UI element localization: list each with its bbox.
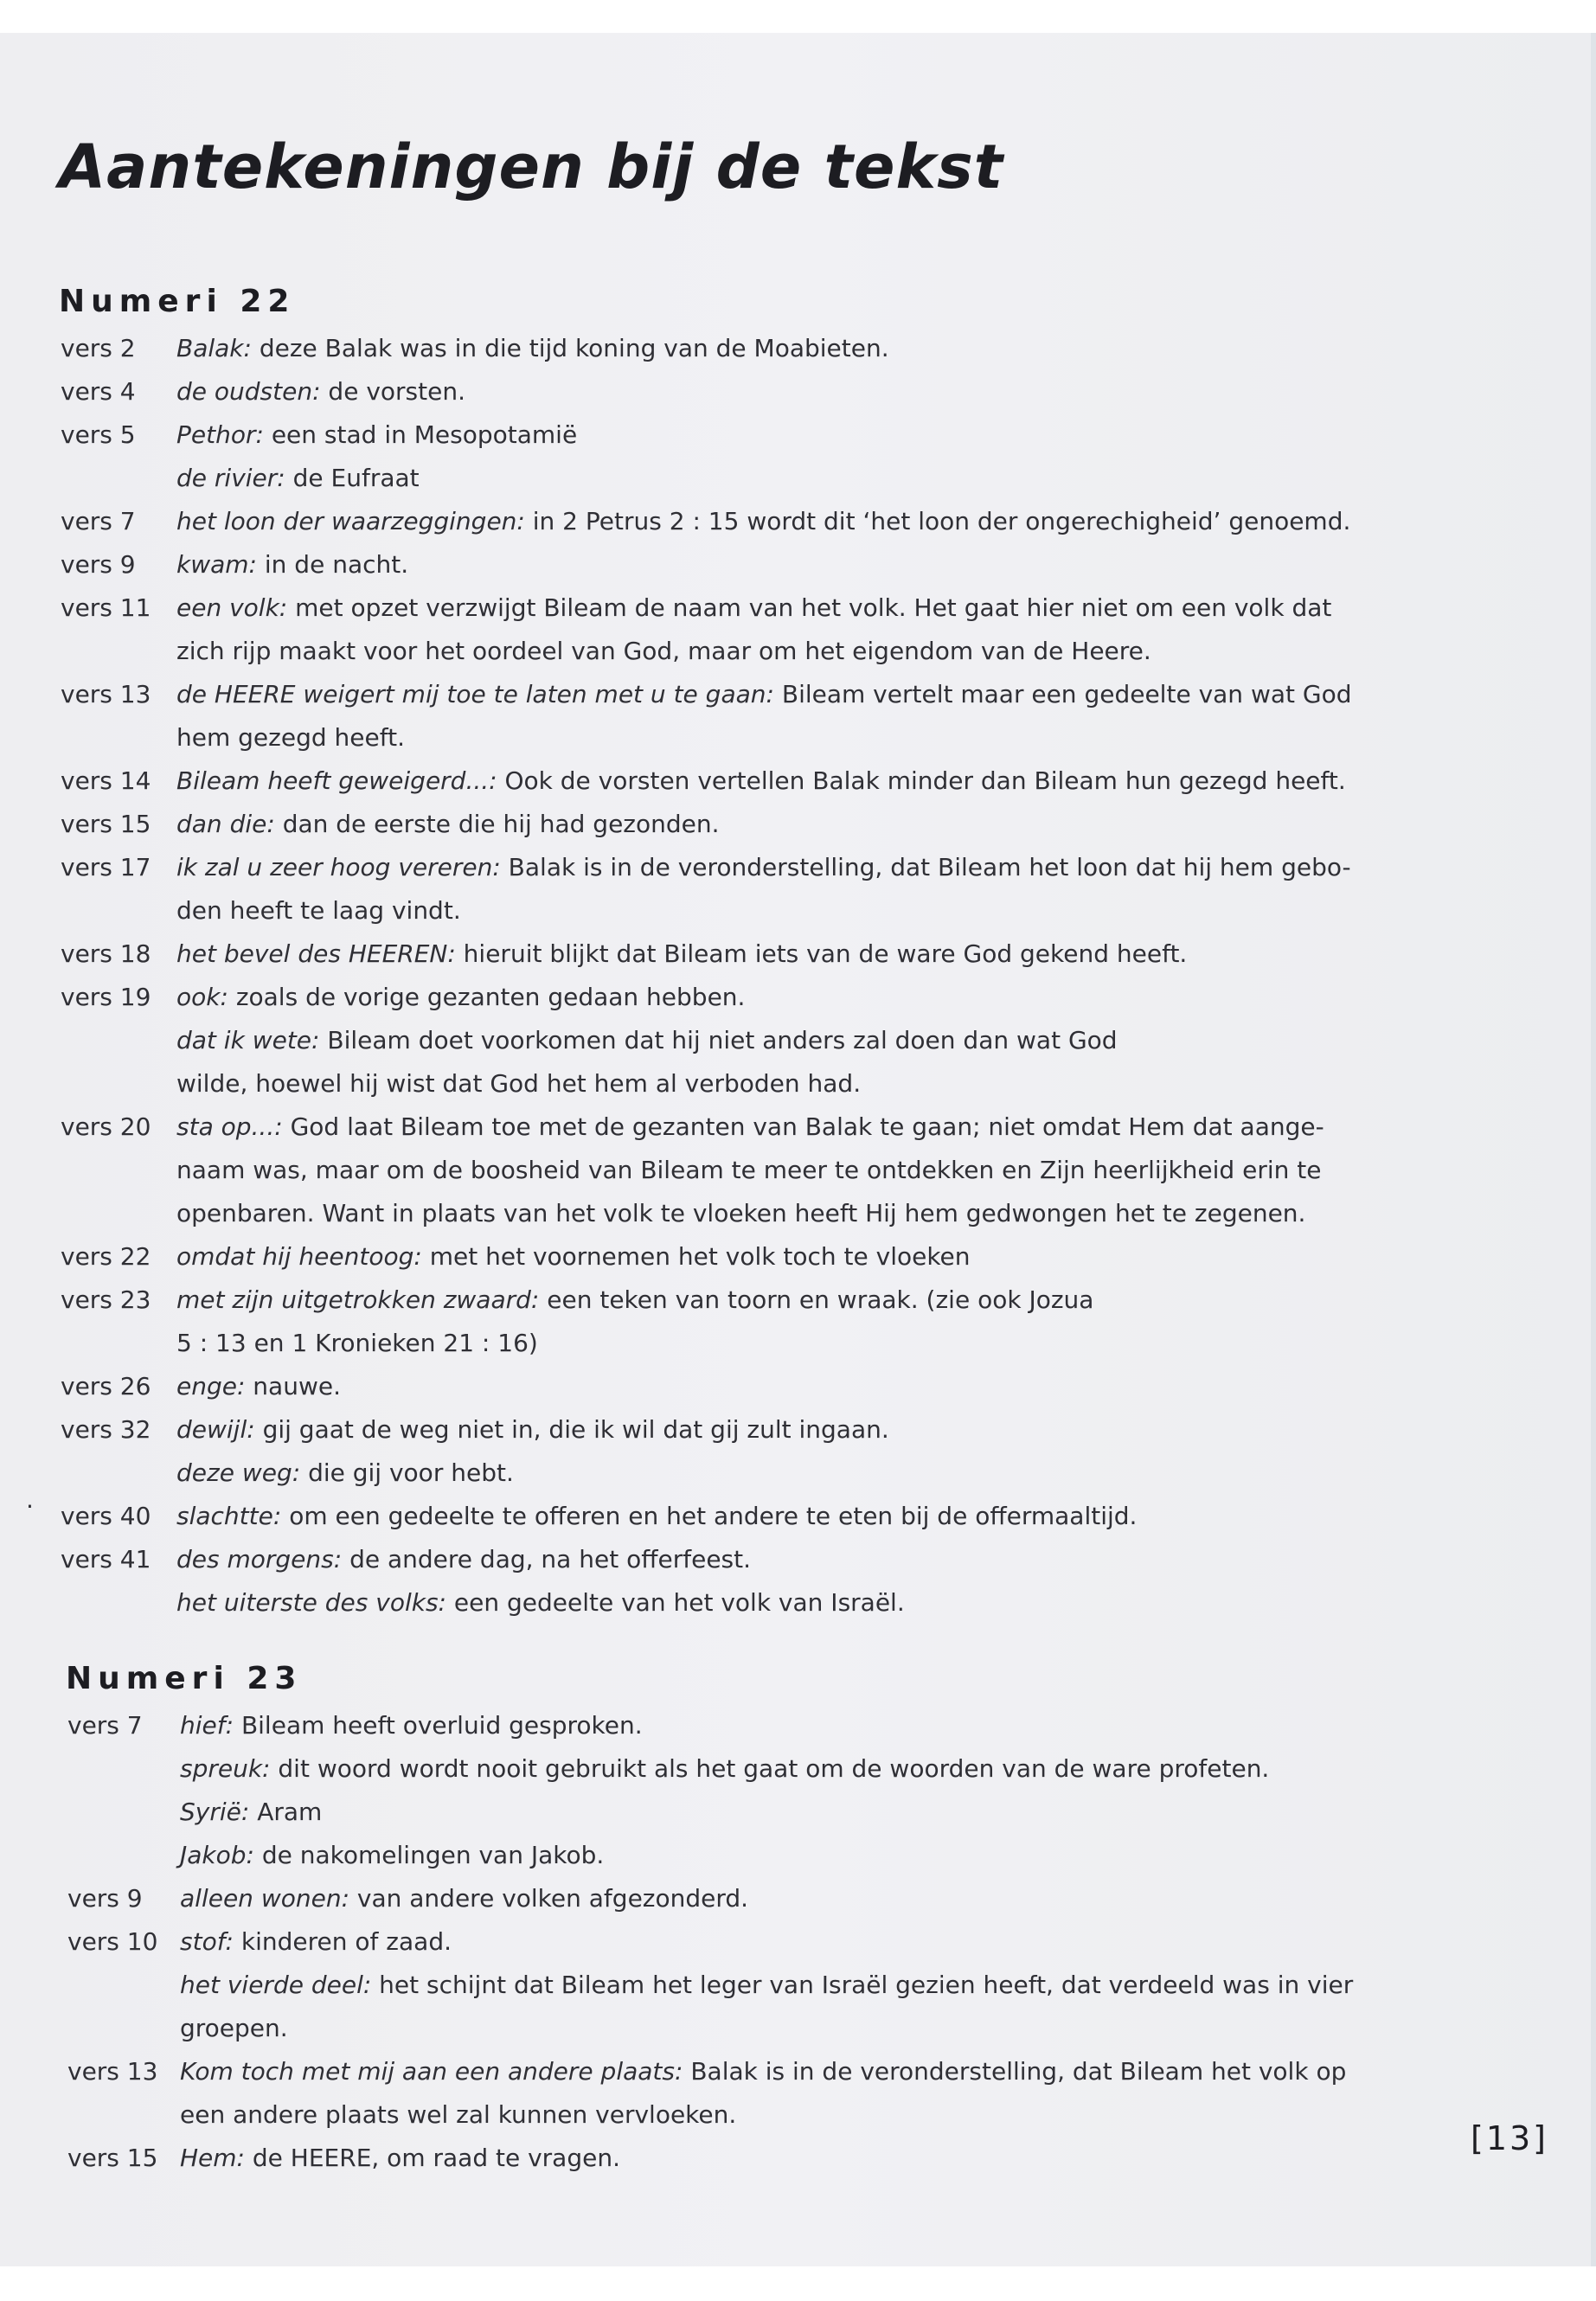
note-explanation: de nakomelingen van Jakob. (253, 1841, 605, 1869)
verse-label: vers 40 (61, 1502, 151, 1530)
verse-label: vers 2 (61, 334, 136, 362)
note-term: een volk: (176, 593, 288, 622)
note-explanation: de andere dag, na het offerfeest. (342, 1545, 752, 1574)
note-term: des morgens: (176, 1545, 343, 1574)
note-explanation: zoals de vorige gezanten gedaan hebben. (228, 983, 746, 1011)
note-row (0, 1322, 1596, 1365)
note-text (176, 803, 720, 846)
margin-dot: . (26, 1485, 34, 1514)
note-explanation: gij gaat de weg niet in, die ik wil dat gij zult ingaan. (254, 1415, 889, 1444)
note-text (176, 976, 745, 1019)
note-row (0, 1149, 1596, 1192)
note-term: kwam: (176, 550, 257, 579)
note-row (0, 1538, 1596, 1581)
verse-label: vers 10 (67, 1927, 158, 1956)
note-explanation: om een gedeelte te offeren en het andere te eten bij de offermaaltijd. (281, 1502, 1138, 1530)
note-text (176, 1581, 905, 1625)
verse-label: vers 4 (61, 377, 136, 406)
note-term: Balak: (176, 334, 252, 362)
note-text (176, 1279, 1093, 1322)
verse-label: vers 15 (61, 810, 151, 838)
note-text (180, 2050, 1346, 2093)
note-text (180, 1834, 604, 1877)
note-text (176, 500, 1350, 543)
note-text (180, 1704, 643, 1747)
note-explanation: in de nacht. (256, 550, 409, 579)
note-row (0, 586, 1596, 630)
note-text (176, 1408, 889, 1452)
note-term: sta op...: (176, 1112, 283, 1141)
note-row (0, 976, 1596, 1019)
note-explanation: nauwe. (245, 1372, 341, 1400)
note-row (0, 1964, 1596, 2007)
note-text (176, 1538, 751, 1581)
verse-label: vers 18 (61, 939, 151, 968)
note-explanation: hieruit blijkt dat Bileam iets van de ware God gekend heeft. (455, 939, 1188, 968)
note-row (0, 1019, 1596, 1062)
note-text (176, 1019, 1118, 1062)
note-term: het loon der waarzeggingen: (176, 507, 525, 535)
note-term: Jakob: (180, 1841, 254, 1869)
note-row (0, 327, 1596, 370)
verse-label: vers 32 (61, 1415, 151, 1444)
note-text (176, 630, 1151, 673)
note-row (0, 457, 1596, 500)
note-text (176, 1149, 1321, 1192)
note-term: dat ik wete: (176, 1026, 320, 1054)
note-row (0, 1408, 1596, 1452)
note-explanation: hem gezegd heeft. (176, 723, 405, 752)
note-text (180, 2093, 736, 2137)
note-term: omdat hij heentoog: (176, 1242, 422, 1271)
note-term: dewijl: (176, 1415, 255, 1444)
note-text (176, 370, 465, 413)
note-explanation: naam was, maar om de boosheid van Bileam te meer te ontdekken en Zijn heerlijkheid erin te (176, 1156, 1322, 1184)
note-text (176, 889, 461, 933)
note-text (176, 543, 408, 586)
note-row (0, 1747, 1596, 1791)
note-term: ik zal u zeer hoog vereren: (176, 853, 501, 881)
note-text (180, 2007, 288, 2050)
note-term: Kom toch met mij aan een andere plaats: (180, 2057, 683, 2086)
note-term: de rivier: (176, 464, 285, 492)
verse-label: vers 19 (61, 983, 151, 1011)
note-explanation: Aram (249, 1798, 323, 1826)
note-term: Syrië: (180, 1798, 250, 1826)
verse-label: vers 23 (61, 1285, 151, 1314)
note-row (0, 2007, 1596, 2050)
note-term: hief: (180, 1711, 234, 1740)
note-text (176, 760, 1346, 803)
note-row (0, 370, 1596, 413)
note-row (0, 803, 1596, 846)
note-explanation: met opzet verzwijgt Bileam de naam van het volk. Het gaat hier niet om een volk dat (287, 593, 1332, 622)
note-term: enge: (176, 1372, 246, 1400)
note-text (176, 413, 577, 457)
note-explanation: dit woord wordt nooit gebruikt als het gaat om de woorden van de ware profeten. (270, 1754, 1270, 1783)
note-text (176, 457, 420, 500)
note-row (0, 500, 1596, 543)
note-row (0, 630, 1596, 673)
verse-label: vers 11 (61, 593, 151, 622)
note-term: deze weg: (176, 1458, 301, 1487)
note-text (176, 1495, 1137, 1538)
note-row (0, 1365, 1596, 1408)
note-row (0, 2137, 1596, 2180)
note-row (0, 1106, 1596, 1149)
note-row (0, 846, 1596, 889)
page-number: [13] (1471, 2119, 1549, 2157)
note-explanation: een gedeelte van het volk van Israël. (446, 1588, 905, 1617)
scan-bottom-margin (0, 2266, 1596, 2301)
notes-numeri-23 (0, 1704, 1596, 2180)
note-explanation: de HEERE, om raad te vragen. (245, 2144, 620, 2172)
page-title: Aantekeningen bij de tekst (59, 131, 1004, 202)
note-row (0, 673, 1596, 716)
verse-label: vers 9 (61, 550, 136, 579)
note-term: het bevel des HEEREN: (176, 939, 456, 968)
note-explanation: dan de eerste die hij had gezonden. (274, 810, 720, 838)
note-row (0, 1192, 1596, 1235)
note-text (176, 586, 1331, 630)
scan-top-margin (0, 0, 1596, 33)
note-explanation: groepen. (180, 2014, 288, 2042)
note-explanation: in 2 Petrus 2 : 15 wordt dit ‘het loon der ongerechigheid’ genoemd. (524, 507, 1351, 535)
note-explanation: een andere plaats wel zal kunnen vervloeken. (180, 2100, 737, 2129)
note-explanation: Ook de vorsten vertellen Balak minder dan Bileam hun gezegd heeft. (497, 766, 1346, 795)
note-explanation: een stad in Mesopotamië (263, 420, 578, 449)
note-explanation: deze Balak was in die tijd koning van de Moabieten. (251, 334, 889, 362)
note-explanation: zich rijp maakt voor het oordeel van God, maar om het eigendom van de Heere. (176, 637, 1151, 665)
note-row (0, 2050, 1596, 2093)
note-row (0, 1062, 1596, 1106)
section-heading-numeri-23: Numeri 23 (66, 1661, 303, 1696)
note-text (180, 1791, 322, 1834)
verse-label: vers 20 (61, 1112, 151, 1141)
note-text (180, 1747, 1269, 1791)
note-row (0, 1834, 1596, 1877)
note-term: dan die: (176, 810, 275, 838)
note-text (176, 933, 1187, 976)
note-term: ook: (176, 983, 228, 1011)
note-text (176, 1235, 971, 1279)
note-explanation: de vorsten. (320, 377, 465, 406)
verse-label: vers 13 (67, 2057, 158, 2086)
note-row (0, 1495, 1596, 1538)
note-explanation: Bileam heeft overluid gesproken. (234, 1711, 643, 1740)
note-explanation: Balak is in de veronderstelling, dat Bileam het loon dat hij hem gebo- (500, 853, 1351, 881)
note-explanation: die gij voor hebt. (300, 1458, 514, 1487)
note-explanation: Balak is in de veronderstelling, dat Bileam het volk op (683, 2057, 1347, 2086)
verse-label: vers 13 (61, 680, 151, 708)
note-explanation: den heeft te laag vindt. (176, 896, 461, 925)
note-text (180, 1920, 452, 1964)
verse-label: vers 41 (61, 1545, 151, 1574)
note-row (0, 760, 1596, 803)
note-text (176, 327, 889, 370)
note-row (0, 716, 1596, 760)
note-term: de HEERE weigert mij toe te laten met u te gaan: (176, 680, 774, 708)
note-text (176, 1192, 1305, 1235)
verse-label: vers 7 (67, 1711, 143, 1740)
note-row (0, 1920, 1596, 1964)
note-term: stof: (180, 1927, 234, 1956)
note-text (180, 2137, 620, 2180)
note-explanation: God laat Bileam toe met de gezanten van Balak te gaan; niet omdat Hem dat aange- (282, 1112, 1324, 1141)
verse-label: vers 14 (61, 766, 151, 795)
note-explanation: openbaren. Want in plaats van het volk te vloeken heeft Hij hem gedwongen het te zegenen. (176, 1199, 1306, 1227)
note-row (0, 1279, 1596, 1322)
note-text (176, 846, 1351, 889)
verse-label: vers 22 (61, 1242, 151, 1271)
note-row (0, 933, 1596, 976)
verse-label: vers 15 (67, 2144, 158, 2172)
verse-label: vers 5 (61, 420, 136, 449)
note-term: spreuk: (180, 1754, 271, 1783)
verse-label: vers 26 (61, 1372, 151, 1400)
note-text (176, 716, 405, 760)
notes-numeri-22 (0, 327, 1596, 1625)
note-row (0, 543, 1596, 586)
note-text (176, 1322, 538, 1365)
note-text (176, 673, 1351, 716)
note-text (176, 1106, 1324, 1149)
note-explanation: een teken van toorn en wraak. (zie ook Jozua (539, 1285, 1094, 1314)
note-row (0, 1877, 1596, 1920)
note-term: slachtte: (176, 1502, 282, 1530)
note-term: Hem: (180, 2144, 245, 2172)
note-row (0, 1791, 1596, 1834)
note-explanation: Bileam vertelt maar een gedeelte van wat God (773, 680, 1352, 708)
note-row (0, 413, 1596, 457)
note-text (176, 1062, 861, 1106)
verse-label: vers 7 (61, 507, 136, 535)
note-term: Pethor: (176, 420, 264, 449)
note-text (176, 1365, 341, 1408)
note-explanation: van andere volken afgezonderd. (349, 1884, 749, 1913)
section-heading-numeri-22: Numeri 22 (59, 284, 296, 319)
note-explanation: het schijnt dat Bileam het leger van Israël gezien heeft, dat verdeeld was in vier (371, 1971, 1354, 1999)
note-text (180, 1877, 748, 1920)
note-explanation: kinderen of zaad. (234, 1927, 452, 1956)
note-row (0, 1581, 1596, 1625)
note-explanation: wilde, hoewel hij wist dat God het hem al verboden had. (176, 1069, 862, 1098)
note-term: met zijn uitgetrokken zwaard: (176, 1285, 540, 1314)
note-term: het vierde deel: (180, 1971, 372, 1999)
note-term: de oudsten: (176, 377, 321, 406)
note-row (0, 1452, 1596, 1495)
note-term: alleen wonen: (180, 1884, 349, 1913)
note-explanation: 5 : 13 en 1 Kronieken 21 : 16) (176, 1329, 538, 1357)
note-explanation: Bileam doet voorkomen dat hij niet anders zal doen dan wat God (319, 1026, 1118, 1054)
note-term: Bileam heeft geweigerd...: (176, 766, 497, 795)
note-row (0, 2093, 1596, 2137)
note-row (0, 1704, 1596, 1747)
verse-label: vers 9 (67, 1884, 143, 1913)
note-row (0, 1235, 1596, 1279)
note-row (0, 889, 1596, 933)
verse-label: vers 17 (61, 853, 151, 881)
note-text (176, 1452, 514, 1495)
note-explanation: met het voornemen het volk toch te vloeken (421, 1242, 971, 1271)
note-explanation: de Eufraat (285, 464, 420, 492)
note-text (180, 1964, 1353, 2007)
note-term: het uiterste des volks: (176, 1588, 446, 1617)
